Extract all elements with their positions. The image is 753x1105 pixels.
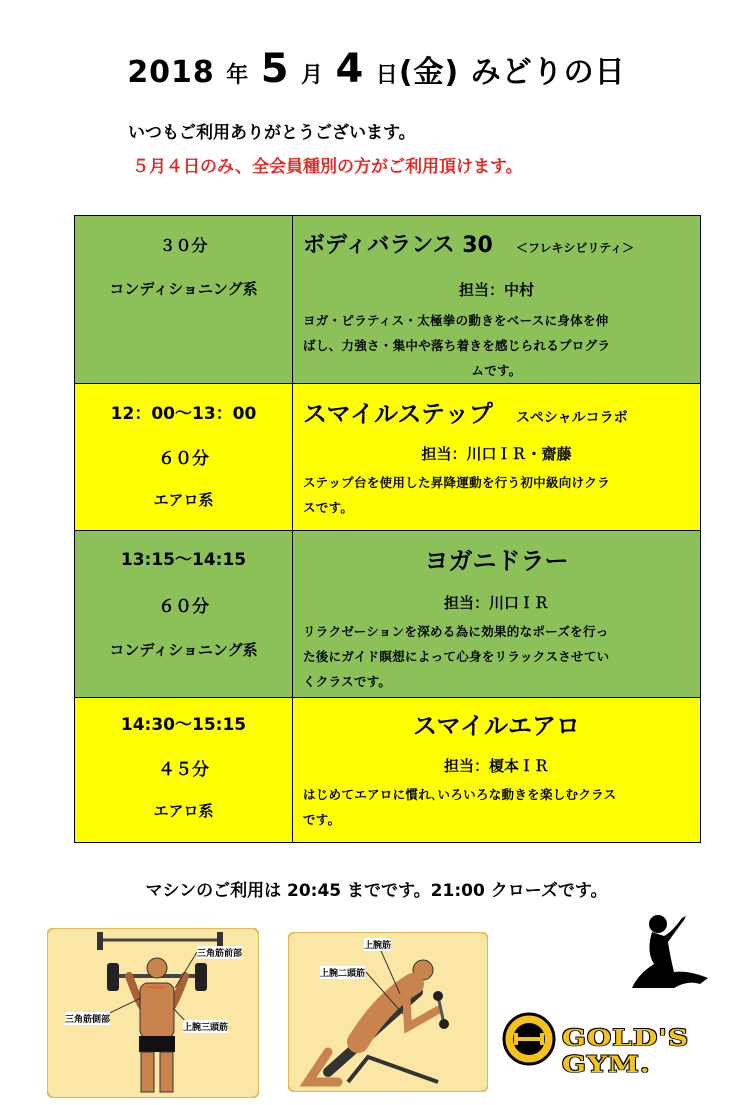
class-description-line: リラクゼーションを深める為に効果的なポーズを行っ xyxy=(303,624,609,639)
muscle-label: 上腕筋 xyxy=(364,938,391,951)
schedule-table xyxy=(74,215,701,843)
title-weekday: (金) xyxy=(398,55,460,90)
class-category: コンディショニング系 xyxy=(109,641,258,659)
class-description-line: です。 xyxy=(303,812,341,827)
title-day: 4 xyxy=(335,46,365,92)
schedule-row xyxy=(75,698,701,843)
class-subtitle: ＜フレキシビリティ＞ xyxy=(515,241,635,255)
schedule-detail-cell xyxy=(293,384,701,531)
title-month: 5 xyxy=(260,46,290,92)
class-category: コンディショニング系 xyxy=(109,280,258,298)
class-instructor: 担当：川口ＩＲ xyxy=(443,594,549,612)
class-time: 12：00〜13：00 xyxy=(110,404,257,424)
greeting-text: いつもご利用ありがとうございます。 xyxy=(128,123,416,143)
class-duration: ６０分 xyxy=(158,449,209,469)
muscle-label: 三角筋側部 xyxy=(65,1012,110,1025)
golds-gym-badge-icon xyxy=(502,1012,556,1070)
title-holiday: みどりの日 xyxy=(470,55,626,90)
class-name: スマイルステップ xyxy=(303,400,493,428)
shoulder-press-illustration xyxy=(47,928,259,1102)
class-description-line: くクラスです。 xyxy=(303,674,392,689)
class-description-line: ムです。 xyxy=(471,363,522,378)
title-year: 2018 xyxy=(127,55,215,90)
class-duration: ４５分 xyxy=(158,760,209,780)
muscle-label: 上腕二頭筋 xyxy=(320,966,365,979)
class-description-line: はじめてエアロに慣れ､いろいろな動きを楽しむクラス xyxy=(303,787,617,802)
schedule-time-cell xyxy=(75,384,293,531)
class-description-line: ヨガ・ピラティス・太極拳の動きをベースに身体を伸 xyxy=(303,313,609,328)
class-description-line: た後にガイド瞑想によって心身をリラックスさせてい xyxy=(303,649,610,664)
class-instructor: 担当：川口ＩＲ・齋藤 xyxy=(421,445,572,463)
incline-curl-illustration xyxy=(288,932,488,1096)
class-subtitle: スペシャルコラボ xyxy=(515,410,628,426)
schedule-row xyxy=(75,531,701,698)
class-time: 14:30〜15:15 xyxy=(120,715,247,735)
title-tsuki: 月 xyxy=(301,63,325,88)
class-description-line: ばし、力強さ・集中や落ち着きを感じられるプログラ xyxy=(303,338,611,353)
class-category: エアロ系 xyxy=(153,491,214,509)
title-nichi: 日 xyxy=(375,63,399,88)
class-instructor: 担当：榎本ＩＲ xyxy=(443,757,549,775)
class-name: ヨガニドラー xyxy=(424,547,569,575)
schedule-time-cell xyxy=(75,698,293,843)
class-description-line: スです。 xyxy=(303,500,354,515)
class-duration: ６０分 xyxy=(158,597,209,617)
muscle-label: 上腕三頭筋 xyxy=(183,1020,228,1033)
schedule-detail-cell xyxy=(293,216,701,384)
class-name: スマイルエアロ xyxy=(412,712,581,740)
schedule-row xyxy=(75,384,701,531)
class-description-line: ステップ台を使用した昇降運動を行う初中級向けクラ xyxy=(303,475,610,490)
class-name: ボディバランス 30 xyxy=(303,233,493,258)
page-title xyxy=(0,46,753,92)
woman-silhouette-image xyxy=(628,912,713,996)
class-category: エアロ系 xyxy=(153,802,214,820)
muscle-label: 三角筋前部 xyxy=(197,946,242,959)
notice-text: ５月４日のみ、全会員種別の方がご利用頂けます。 xyxy=(132,157,523,177)
title-nen: 年 xyxy=(226,63,250,88)
machine-hours-note: マシンのご利用は 20:45 までです。21:00 クローズです。 xyxy=(145,881,608,901)
class-duration: ３０分 xyxy=(159,236,208,255)
class-time: 13:15〜14:15 xyxy=(120,550,247,570)
schedule-time-cell xyxy=(75,531,293,698)
schedule-detail-cell xyxy=(293,698,701,843)
schedule-detail-cell xyxy=(293,531,701,698)
golds-gym-logo: GOLD'S GYM. xyxy=(562,1024,690,1078)
class-instructor: 担当：中村 xyxy=(458,281,534,299)
schedule-time-cell xyxy=(75,216,293,384)
schedule-row xyxy=(75,216,701,384)
